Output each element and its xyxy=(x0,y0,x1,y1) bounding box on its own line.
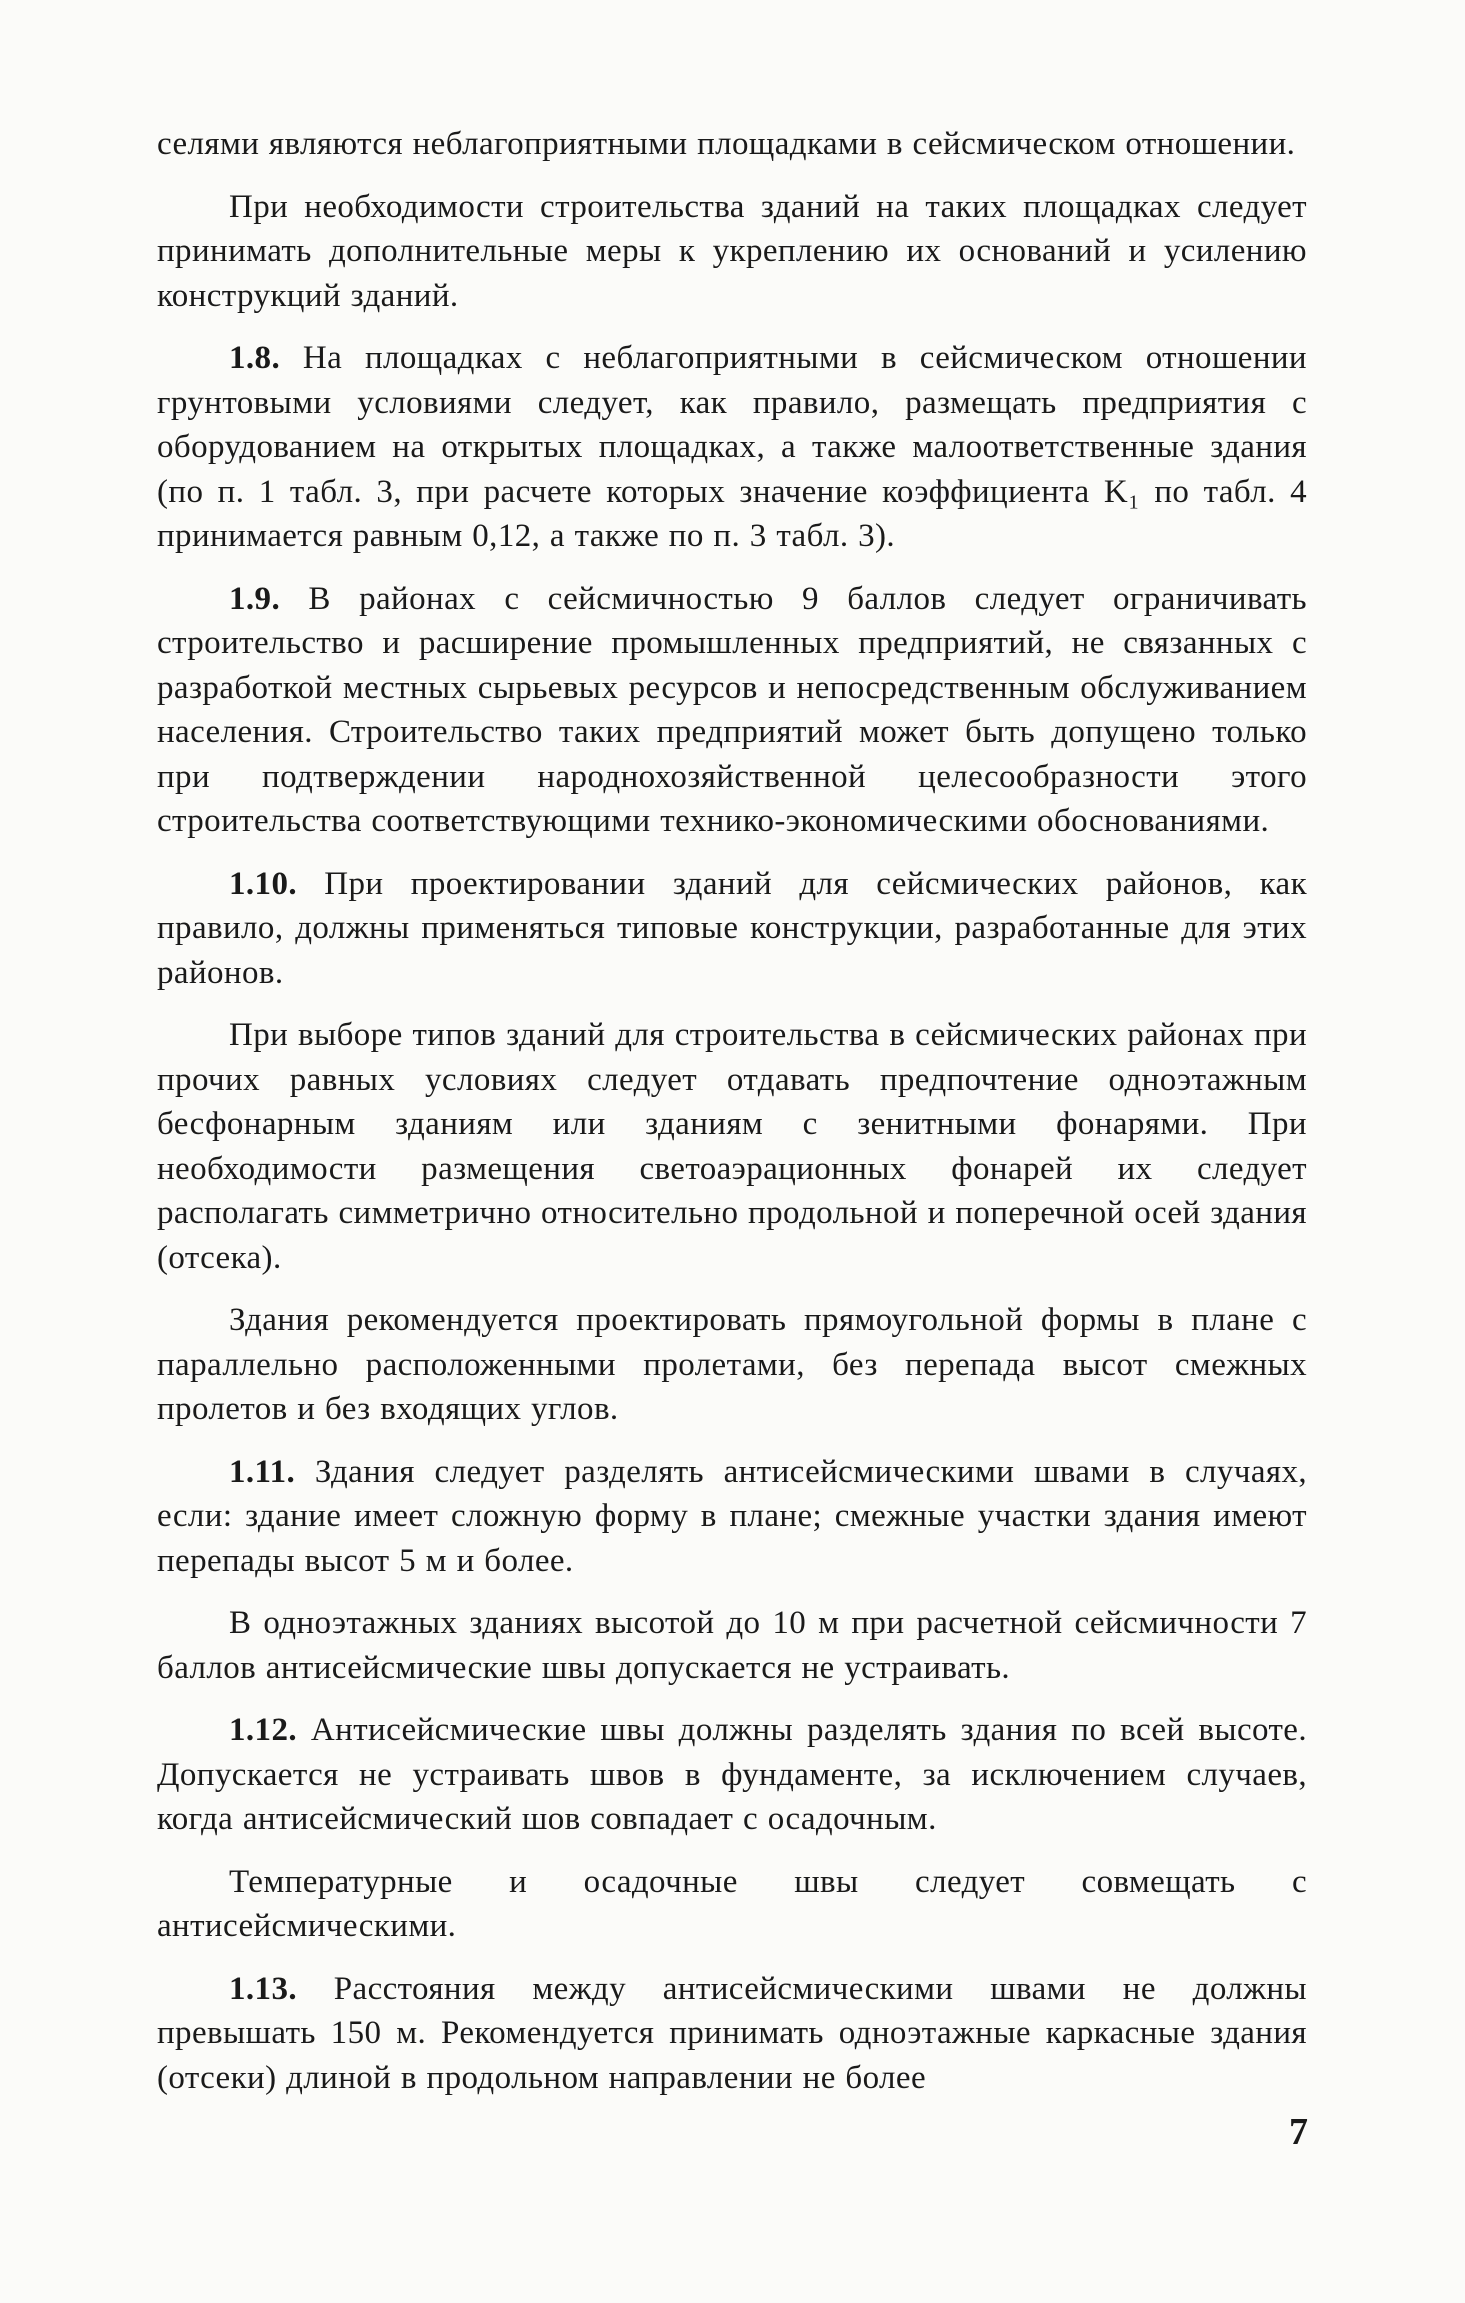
clause-1-13 xyxy=(157,1967,1307,2101)
paragraph-text: При выборе типов зданий для строительства в сейсмических районах при прочих равных условиях следует отдавать предпочтение одноэтажным бесфонарным зданиям или зданиям с зенитными фонарями. При необходимости размещения светоаэрационных фонарей их следует располагать симметрично относительно продольной и поперечной осей здания (отсека). xyxy=(157,1017,1307,1276)
clause-number: 1.9. xyxy=(229,580,281,617)
body-text xyxy=(157,122,1307,2118)
paragraph-text: В одноэтажных зданиях высотой до 10 м при расчетной сейсмичности 7 баллов антисейсмические швы допускается не устраивать. xyxy=(157,1605,1307,1686)
paragraph-text: Здания следует разделять антисейсмическими швами в случаях, если: здание имеет сложную форму в плане; смежные участки здания имеют перепады высот 5 м и более. xyxy=(157,1453,1307,1579)
clause-1-9 xyxy=(157,577,1307,844)
paragraph-continuation xyxy=(157,122,1307,167)
paragraph xyxy=(157,1601,1307,1690)
paragraph-text: Здания рекомендуется проектировать прямоугольной формы в плане с параллельно расположенными пролетами, без перепада высот смежных пролетов и без входящих углов. xyxy=(157,1302,1307,1427)
clause-number: 1.11. xyxy=(229,1453,296,1490)
paragraph xyxy=(157,1298,1307,1432)
clause-number: 1.10. xyxy=(229,865,297,902)
paragraph-text: селями являются неблагоприятными площадками в сейсмическом отношении. xyxy=(157,126,1296,162)
clause-1-8 xyxy=(157,336,1307,559)
clause-number: 1.13. xyxy=(229,1970,297,2007)
paragraph xyxy=(157,1860,1307,1949)
page-number: 7 xyxy=(1289,2111,1308,2153)
paragraph-text: Расстояния между антисейсмическими швами не должны превышать 150 м. Рекомендуется принимать одноэтажные каркасные здания (отсеки) длиной в продольном направлении не более xyxy=(157,1970,1307,2096)
paragraph xyxy=(157,185,1307,319)
paragraph-text: В районах с сейсмичностью 9 баллов следует ограничивать строительство и расширение промышленных предприятий, не связанных с разработкой местных сырьевых ресурсов и непосредственным обслуживанием населения. Строительство таких предприятий может быть допущено только при подтверждении народнохозяйственной целесообразности этого строительства соответствующими технико-экономическими обоснованиями. xyxy=(157,580,1307,839)
clause-1-10 xyxy=(157,862,1307,996)
clause-number: 1.8. xyxy=(229,340,281,376)
paragraph-text: Температурные и осадочные швы следует совмещать с антисейсмическими. xyxy=(157,1863,1307,1944)
paragraph-text: При проектировании зданий для сейсмических районов, как правило, должны применяться типовые конструкции, разработанные для этих районов. xyxy=(157,865,1307,991)
paragraph xyxy=(157,1013,1307,1280)
clause-number: 1.12. xyxy=(229,1712,297,1748)
clause-1-12 xyxy=(157,1708,1307,1842)
paragraph-text: Антисейсмические швы должны разделять здания по всей высоте. Допускается не устраивать швов в фундаменте, за исключением случаев, когда антисейсмический шов совпадает с осадочным. xyxy=(157,1712,1308,1837)
paragraph-text: При необходимости строительства зданий на таких площадках следует принимать дополнительные меры к укреплению их оснований и усилению конструкций зданий. xyxy=(157,188,1307,314)
clause-1-11 xyxy=(157,1450,1307,1584)
paragraph-text: На площадках с неблагоприятными в сейсмическом отношении грунтовыми условиями следует, как правило, размещать предприятия с оборудованием на открытых площадках, а также малоответственные здания (по п. 1 табл. 3, при расчете которых значение коэффициента K₁ по табл. 4 принимается равным 0,12, а также по п. 3 табл. 3). xyxy=(157,340,1307,554)
